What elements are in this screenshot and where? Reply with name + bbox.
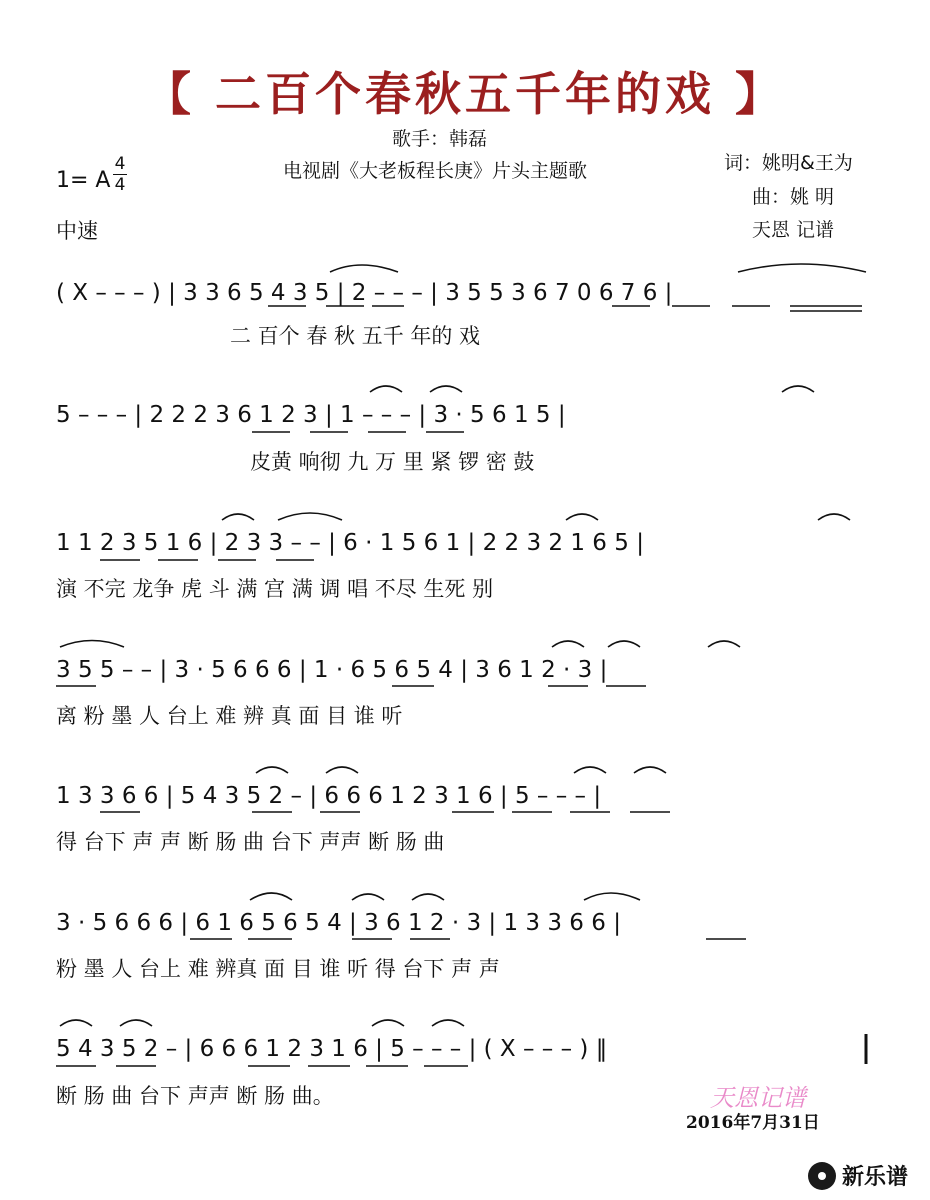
notation-row-7: 5 4 3 5 2 – | 6 6 6 1 2 3 1 6 | 5 – – – | ( X – – – ) ‖ (56, 1036, 608, 1062)
notation-row-6: 3 · 5 6 6 6 | 6 1 6 5 6 5 4 | 3 6 1 2 · 3 | 1 3 3 6 6 | (56, 910, 621, 936)
notation-row-5: 1 3 3 6 6 | 5 4 3 5 2 – | 6 6 6 1 2 3 1 6 | 5 – – – | (56, 783, 602, 809)
lyric-row-1: 二 百个 春 秋 五千 年的 戏 (230, 324, 481, 348)
lyric-row-6: 粉 墨 人 台上 难 辨真 面 目 谁 听 得 台下 声 声 (56, 957, 500, 981)
singer-label: 歌手：韩磊 (392, 128, 488, 150)
time-signature-top: 4 (114, 154, 126, 174)
lyric-row-5: 得 台下 声 声 断 肠 曲 台下 声声 断 肠 曲 (56, 830, 445, 854)
lyric-row-4: 离 粉 墨 人 台上 难 辨 真 面 目 谁 听 (56, 704, 403, 728)
notation-row-4: 3 5 5 – – | 3 · 5 6 6 6 | 1 · 6 5 6 5 4 | 3 6 1 2 · 3 | (56, 657, 608, 683)
record-disc-icon (808, 1162, 836, 1190)
notation-row-2: 5 – – – | 2 2 2 3 6 1 2 3 | 1 – – – | 3 · 5 6 1 5 | (56, 402, 566, 428)
lyricist-label: 词：姚明&王为 (724, 152, 853, 174)
lyric-row-2: 皮黄 响彻 九 万 里 紧 锣 密 鼓 (250, 450, 535, 474)
site-logo (808, 1160, 908, 1191)
notation-row-3: 1 1 2 3 5 1 6 | 2 3 3 – – | 6 · 1 5 6 1 | 2 2 3 2 1 6 5 | (56, 530, 644, 556)
lyric-row-3: 演 不完 龙争 虎 斗 满 宫 满 调 唱 不尽 生死 别 (56, 577, 494, 601)
date-label: 2016年7月31日 (686, 1113, 820, 1133)
composer-label: 曲：姚 明 (752, 186, 835, 208)
lyric-row-7: 断 肠 曲 台下 声声 断 肠 曲。 (56, 1084, 334, 1108)
key-signature: 1= A (56, 168, 111, 193)
notation-row-1: ( X – – – ) | 3 3 6 5 4 3 5 | 2 – – – | 3 5 5 3 6 7 0 6 7 6 | (56, 280, 673, 306)
tempo-marking: 中速 (56, 219, 98, 243)
logo-text: 新乐谱 (842, 1165, 909, 1190)
transcriber-label: 天恩 记谱 (752, 219, 835, 241)
subtitle-label: 电视剧《大老板程长庚》片头主题歌 (283, 160, 588, 182)
time-signature-bottom: 4 (114, 175, 126, 195)
transcriber-stamp: 天恩记谱 (710, 1084, 806, 1112)
song-title: 【 二百个春秋五千年的戏 】 (144, 67, 786, 121)
